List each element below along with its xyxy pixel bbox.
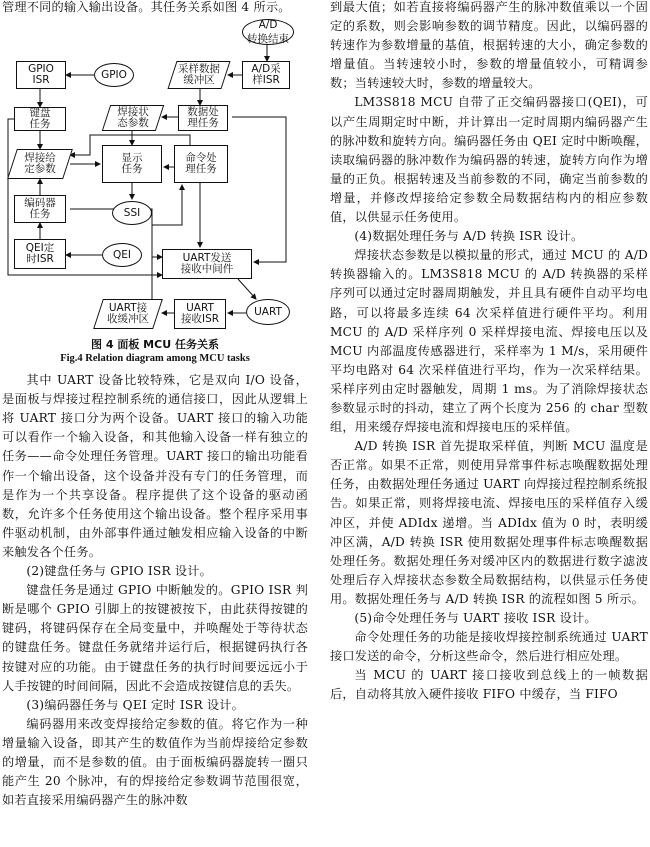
right-para-cmd: 命令处理任务的功能是接收焊接控制系统通过 UART 接口发送的命令，分析这些命令，然后进行相应处理。 [330, 630, 648, 664]
uart-rx-buffer-node: UART接 收缓冲区 [93, 299, 163, 329]
gpio-node: GPIO [94, 63, 134, 87]
right-para-fifo: 当 MCU 的 UART 接口接收到总线上的一帧数据后，自动将其放入硬件接收 FIFO 中缓存，当 FIFO [330, 668, 648, 702]
gpio-isr-node: GPIO ISR [16, 61, 66, 89]
uart-node: UART [246, 299, 290, 325]
right-para-ad-isr: A/D 转换 ISR 首先提取采样值，判断 MCU 温度是否正常。如果不正常，则使用异常事件标志唤醒数据处理任务，由数据处理任务通过 UART 向焊接过程控制系统报告。如果正常，则将焊接电流、焊接电压的采样值存入缓冲区，并使 ADIdx 递增。当 ADIdx 值为 0 时，表明缓冲区满，A/D 转换 ISR 使用数据处理事件标志唤醒数据处理任务。数据处理任务对缓冲区内的数据进行数字滤波处理后存入焊接状态参数全局数据结构，以供显示任务使用。数据处理任务与 A/D 转换 ISR 的流程如图 5 所示。 [330, 439, 648, 606]
figure-caption-cn: 图 4 面板 MCU 任务关系 [91, 338, 219, 352]
ssi-node: SSI [112, 201, 152, 225]
ad-convert-node: A/D 转换结束 [242, 19, 294, 45]
uart-middleware-node: UART发送 接收中间件 [162, 249, 252, 279]
left-para-encoder: 编码器用来改变焊接给定参数的值。将它作为一种增量输入设备，即其产生的数值作为当前焊接给定参数的增量，而不是参数的值。由于面板编码器旋转一圈只能产生 20 个脉冲，有的焊接给定参数调节范围很宽，如若直接采用编码器产生的脉冲数 [2, 716, 308, 808]
left-heading-keyboard: (2)键盘任务与 GPIO ISR 设计。 [26, 564, 213, 579]
uart-rx-isr-node: UART 接收ISR [174, 299, 226, 329]
encoder-task-node: 编码器 任务 [14, 195, 66, 223]
qei-isr-node: QEI定 时ISR [14, 239, 66, 269]
cmd-proc-node: 命令处 理任务 [174, 145, 228, 183]
figure-4 [2, 17, 308, 365]
right-para-ad: 焊接状态参数是以模拟量的形式，通过 MCU 的 A/D 转换器输入的。LM3S818 MCU 的 A/D 转换器的采样序列可以通过定时器周期触发，并且具有硬件自动平均电路，可以将最多连续 64 次采样值进行硬件平均。利用 MCU 的 A/D 采样序列 0 采样焊接电流、焊接电压以及 MCU 内部温度传感器进行，采样率为 1 M/s，采用硬件平均电路对 64 次采样值进行平均，作为一次采样结果。采样序列由定时器触发，周期 1 ms。为了消除焊接状态参数显示时的抖动，建立了两个长度为 256 的 char 型数组，用来缓存焊接电流和焊接电压的采样值。 [330, 248, 648, 435]
left-para-uart: 其中 UART 设备比较特殊，它是双向 I/O 设备，是面板与焊接过程控制系统的通信接口，因此从逻辑上将 UART 接口分为两个设备。UART 接口的输入功能可以看作一个输入设备，和其他输入设备一样有独立的任务——命令处理任务管理。UART 接口的输出功能看作一个输出设备，这个设备并没有专门的任务管理，而是作为一个共享设备。程序提供了这个设备的驱动函数，允许多个任务使用这个输出设备。整个程序采用事件驱动机制，由外部事件通过触发相应输入设备的中断来触发各个任务。 [2, 373, 308, 559]
left-heading-encoder: (3)编码器任务与 QEI 定时 ISR 设计。 [26, 697, 245, 712]
right-column [330, 0, 648, 704]
data-proc-node: 数据处 理任务 [178, 105, 228, 131]
key-task-node: 键盘 任务 [14, 107, 66, 131]
display-task-node: 显示 任务 [102, 145, 162, 183]
qei-node: QEI [102, 243, 142, 267]
weld-state-node: 焊接状 态参数 [102, 105, 164, 131]
right-heading-data: (4)数据处理任务与 A/D 转换 ISR 设计。 [354, 229, 584, 244]
right-para-qei: LM3S818 MCU 自带了正交编码器接口(QEI)，可以产生周期定时中断，并计算出一定时周期内编码器产生的脉冲数和旋转方向。编码器任务由 QEI 定时中断唤醒，读取编码器的脉冲数作为编码器的转速，旋转方向作为增量的正负。根据转速及当前参数的不同，确定当前参数的增量，并修改焊接给定参数全局数据结构内的相应参数值，以供显示任务使用。 [330, 95, 648, 225]
left-column [2, 0, 308, 810]
ad-isr-node: A/D采 样ISR [242, 61, 290, 89]
figure-caption-en: Fig.4 Relation diagram among MCU tasks [60, 353, 250, 365]
right-para-encoder-cont: 到最大值；如若直接将编码器产生的脉冲数值乘以一个固定的系数，则会影响参数的调节精度。因此，以编码器的转速作为参数增量的基值，根据转速的大小，确定参数的增量值。当转速较小时，参数的增量值较小，可精调参数；当转速较大时，参数的增量较大。 [330, 0, 648, 91]
left-para-keyboard: 键盘任务是通过 GPIO 中断触发的。GPIO ISR 判断是哪个 GPIO 引脚上的按键被按下，由此获得按键的键码，将键码保存在全局变量中，并唤醒处于等待状态的键盘任务。键盘任务就绪并运行后，根据键码执行各按键对应的功能。由于键盘任务的执行时间要远远小于人手按键的时间间隔，因此不会造成按键信息的丢失。 [2, 583, 308, 693]
left-intro-line: 管理不同的输入输出设备。其任务关系如图 4 所示。 [2, 0, 291, 14]
right-heading-cmd: (5)命令处理任务与 UART 接收 ISR 设计。 [354, 611, 597, 625]
sample-buffer-node: 采样数据 缓冲区 [167, 61, 230, 89]
weld-set-node: 焊接给 定参数 [7, 149, 73, 179]
